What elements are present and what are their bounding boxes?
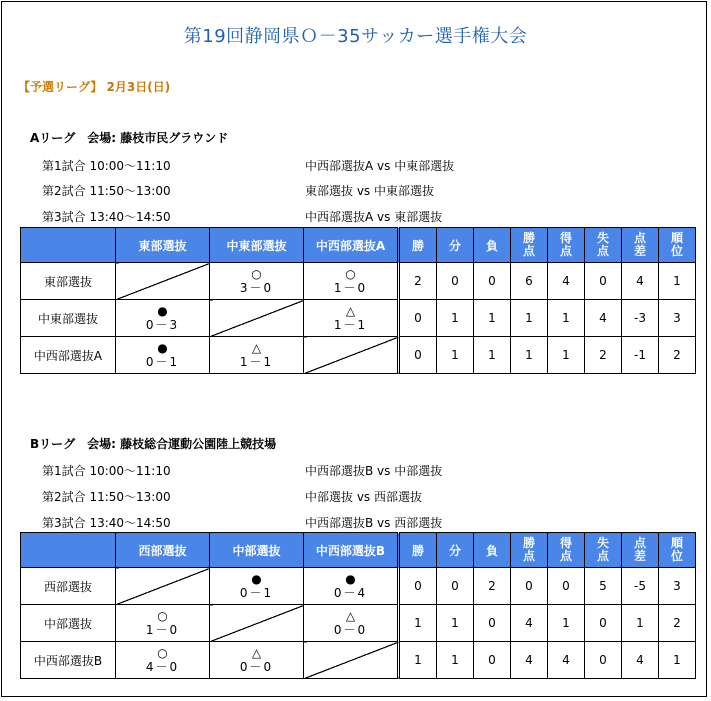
league-a-col-losses — [474, 228, 511, 263]
self-match-cell — [116, 263, 210, 300]
self-match-cell — [116, 568, 210, 605]
header-text: 勝 — [411, 238, 424, 253]
result-symbol: △ — [251, 341, 262, 355]
stat-wins: 1 — [399, 642, 437, 679]
stat-rank: 3 — [659, 568, 696, 605]
stat-goals-against: 0 — [585, 263, 622, 300]
match-score: 0－1 — [239, 586, 274, 600]
preliminary-league-date: 【予選リーグ】 2月3日(日) — [18, 80, 171, 94]
stat-rank: 2 — [659, 337, 696, 374]
header-text: 負 — [485, 238, 498, 253]
league-a-col-goals-against — [585, 228, 622, 263]
league-b-match-3-teams: 中西部選抜B vs 西部選抜 — [305, 516, 443, 530]
header-text: 差 — [633, 244, 646, 258]
stat-goals-against: 0 — [585, 642, 622, 679]
header-text: 勝 — [411, 543, 424, 558]
league-a-col-team-3: 中西部選抜A — [304, 228, 399, 263]
result-symbol: ● — [157, 304, 168, 318]
league-b-col-goals-against — [585, 533, 622, 568]
match-result-cell — [210, 337, 304, 374]
row-team-name: 中西部選抜B — [21, 642, 116, 679]
result-symbol: ○ — [251, 267, 262, 281]
stat-points: 1 — [511, 300, 548, 337]
league-a-col-draws — [437, 228, 474, 263]
header-text: 順 — [670, 231, 683, 245]
league-b-col-goal-diff — [622, 533, 659, 568]
stat-draws: 1 — [437, 337, 474, 374]
league-b-match-3-time: 第3試合 13:40～14:50 — [42, 516, 171, 530]
league-a-heading: Aリーグ 会場: 藤枝市民グラウンド — [30, 131, 229, 145]
table-row — [21, 568, 696, 605]
stat-points: 1 — [511, 337, 548, 374]
self-match-cell — [304, 642, 399, 679]
league-b-corner-cell — [21, 533, 116, 568]
league-a-match-1-time: 第1試合 10:00～11:10 — [42, 159, 171, 173]
league-a-header-row — [21, 228, 696, 263]
league-a-match-1-teams: 中西部選抜A vs 中東部選抜 — [305, 159, 455, 173]
stat-rank: 1 — [659, 642, 696, 679]
header-text: 位 — [670, 244, 683, 258]
stat-wins: 0 — [399, 300, 437, 337]
row-team-name: 東部選抜 — [21, 263, 116, 300]
result-symbol: ○ — [157, 609, 168, 623]
league-a-col-rank — [659, 228, 696, 263]
match-score: 4－0 — [145, 660, 180, 674]
match-result-cell — [304, 568, 399, 605]
match-result-cell — [116, 337, 210, 374]
stat-goal-diff: 4 — [622, 263, 659, 300]
league-b-standings-table — [20, 532, 696, 679]
stat-goals-for: 0 — [548, 568, 585, 605]
header-text: 順 — [670, 536, 683, 550]
header-text: 点 — [522, 549, 535, 563]
stat-points: 0 — [511, 568, 548, 605]
stat-draws: 1 — [437, 605, 474, 642]
league-a-col-goal-diff — [622, 228, 659, 263]
match-result-cell — [304, 263, 399, 300]
match-score: 0－0 — [239, 660, 274, 674]
league-b-match-1-teams: 中西部選抜B vs 中部選抜 — [305, 464, 443, 478]
header-text: 点 — [633, 536, 646, 550]
league-b-col-points — [511, 533, 548, 568]
stat-points: 6 — [511, 263, 548, 300]
stat-goals-for: 1 — [548, 300, 585, 337]
stat-rank: 1 — [659, 263, 696, 300]
header-text: 失 — [596, 231, 609, 245]
row-team-name: 中西部選抜A — [21, 337, 116, 374]
match-result-cell — [210, 568, 304, 605]
row-team-name: 中東部選抜 — [21, 300, 116, 337]
header-text: 点 — [596, 244, 609, 258]
stat-losses: 0 — [474, 642, 511, 679]
header-text: 点 — [522, 244, 535, 258]
match-score: 1－1 — [239, 355, 274, 369]
stat-goals-against: 0 — [585, 605, 622, 642]
stat-goals-for: 4 — [548, 642, 585, 679]
stat-points: 4 — [511, 642, 548, 679]
stat-goal-diff: -1 — [622, 337, 659, 374]
match-score: 0－0 — [333, 623, 368, 637]
stat-losses: 1 — [474, 300, 511, 337]
header-text: 勝 — [522, 536, 535, 550]
stat-goal-diff: 4 — [622, 642, 659, 679]
stat-rank: 2 — [659, 605, 696, 642]
result-symbol: △ — [345, 304, 356, 318]
league-a-match-3-teams: 中西部選抜A vs 東部選抜 — [305, 210, 443, 224]
result-symbol: ● — [345, 572, 356, 586]
stat-goals-for: 1 — [548, 337, 585, 374]
stat-rank: 3 — [659, 300, 696, 337]
stat-goals-for: 1 — [548, 605, 585, 642]
match-result-cell — [304, 605, 399, 642]
stat-wins: 0 — [399, 337, 437, 374]
league-b-col-goals-for — [548, 533, 585, 568]
table-row — [21, 263, 696, 300]
league-b-col-wins — [399, 533, 437, 568]
row-team-name: 西部選抜 — [21, 568, 116, 605]
league-a-match-3-time: 第3試合 13:40～14:50 — [42, 210, 171, 224]
header-text: 点 — [559, 244, 572, 258]
row-team-name: 中部選抜 — [21, 605, 116, 642]
stat-draws: 1 — [437, 300, 474, 337]
stat-wins: 1 — [399, 605, 437, 642]
table-row — [21, 300, 696, 337]
stat-draws: 0 — [437, 263, 474, 300]
league-b-header-row — [21, 533, 696, 568]
stat-goal-diff: -5 — [622, 568, 659, 605]
match-score: 3－0 — [239, 281, 274, 295]
result-symbol: ○ — [157, 646, 168, 660]
league-b-match-2-teams: 中部選抜 vs 西部選抜 — [305, 490, 422, 504]
league-b-match-2-time: 第2試合 11:50～13:00 — [42, 490, 171, 504]
match-score: 0－1 — [145, 355, 180, 369]
result-symbol: △ — [345, 609, 356, 623]
league-a-match-2-time: 第2試合 11:50～13:00 — [42, 184, 171, 198]
stat-wins: 0 — [399, 568, 437, 605]
league-a-col-wins — [399, 228, 437, 263]
match-score: 0－4 — [333, 586, 368, 600]
stat-goals-against: 2 — [585, 337, 622, 374]
stat-losses: 0 — [474, 263, 511, 300]
result-symbol: ○ — [345, 267, 356, 281]
table-row — [21, 337, 696, 374]
header-text: 得 — [559, 231, 572, 245]
league-a-corner-cell — [21, 228, 116, 263]
stat-losses: 1 — [474, 337, 511, 374]
league-b-col-team-2: 中部選抜 — [210, 533, 304, 568]
header-text: 点 — [633, 231, 646, 245]
stat-goals-against: 5 — [585, 568, 622, 605]
stat-points: 4 — [511, 605, 548, 642]
league-a-match-2-teams: 東部選抜 vs 中東部選抜 — [305, 184, 434, 198]
league-a-col-goals-for — [548, 228, 585, 263]
league-a-standings-table — [20, 227, 696, 374]
header-text: 負 — [485, 543, 498, 558]
stat-draws: 0 — [437, 568, 474, 605]
league-b-col-team-3: 中西部選抜B — [304, 533, 399, 568]
match-result-cell — [116, 605, 210, 642]
match-result-cell — [116, 300, 210, 337]
league-b-col-team-1: 西部選抜 — [116, 533, 210, 568]
stat-wins: 2 — [399, 263, 437, 300]
header-text: 差 — [633, 549, 646, 563]
self-match-cell — [304, 337, 399, 374]
league-b-col-losses — [474, 533, 511, 568]
stat-losses: 2 — [474, 568, 511, 605]
match-result-cell — [210, 642, 304, 679]
header-text: 分 — [448, 543, 461, 558]
self-match-cell — [210, 605, 304, 642]
match-result-cell — [116, 642, 210, 679]
table-row — [21, 642, 696, 679]
match-result-cell — [210, 263, 304, 300]
header-text: 点 — [596, 549, 609, 563]
league-b-heading: Bリーグ 会場: 藤枝総合運動公園陸上競技場 — [30, 437, 277, 451]
match-score: 1－0 — [145, 623, 180, 637]
match-score: 1－1 — [333, 318, 368, 332]
stat-losses: 0 — [474, 605, 511, 642]
match-score: 1－0 — [333, 281, 368, 295]
stat-goal-diff: 1 — [622, 605, 659, 642]
league-b-col-rank — [659, 533, 696, 568]
result-symbol: ● — [251, 572, 262, 586]
stat-goal-diff: -3 — [622, 300, 659, 337]
page-title: 第19回静岡県Ｏ－35サッカー選手権大会 — [183, 26, 528, 47]
league-b-col-draws — [437, 533, 474, 568]
stat-goals-for: 4 — [548, 263, 585, 300]
header-text: 点 — [559, 549, 572, 563]
league-a-col-points — [511, 228, 548, 263]
header-text: 分 — [448, 238, 461, 253]
result-symbol: △ — [251, 646, 262, 660]
stat-goals-against: 4 — [585, 300, 622, 337]
header-text: 勝 — [522, 231, 535, 245]
league-b-match-1-time: 第1試合 10:00～11:10 — [42, 464, 171, 478]
league-a-col-team-2: 中東部選抜 — [210, 228, 304, 263]
header-text: 得 — [559, 536, 572, 550]
header-text: 位 — [670, 549, 683, 563]
match-score: 0－3 — [145, 318, 180, 332]
stat-draws: 1 — [437, 642, 474, 679]
league-a-col-team-1: 東部選抜 — [116, 228, 210, 263]
table-row — [21, 605, 696, 642]
match-result-cell — [304, 300, 399, 337]
self-match-cell — [210, 300, 304, 337]
result-symbol: ● — [157, 341, 168, 355]
header-text: 失 — [596, 536, 609, 550]
